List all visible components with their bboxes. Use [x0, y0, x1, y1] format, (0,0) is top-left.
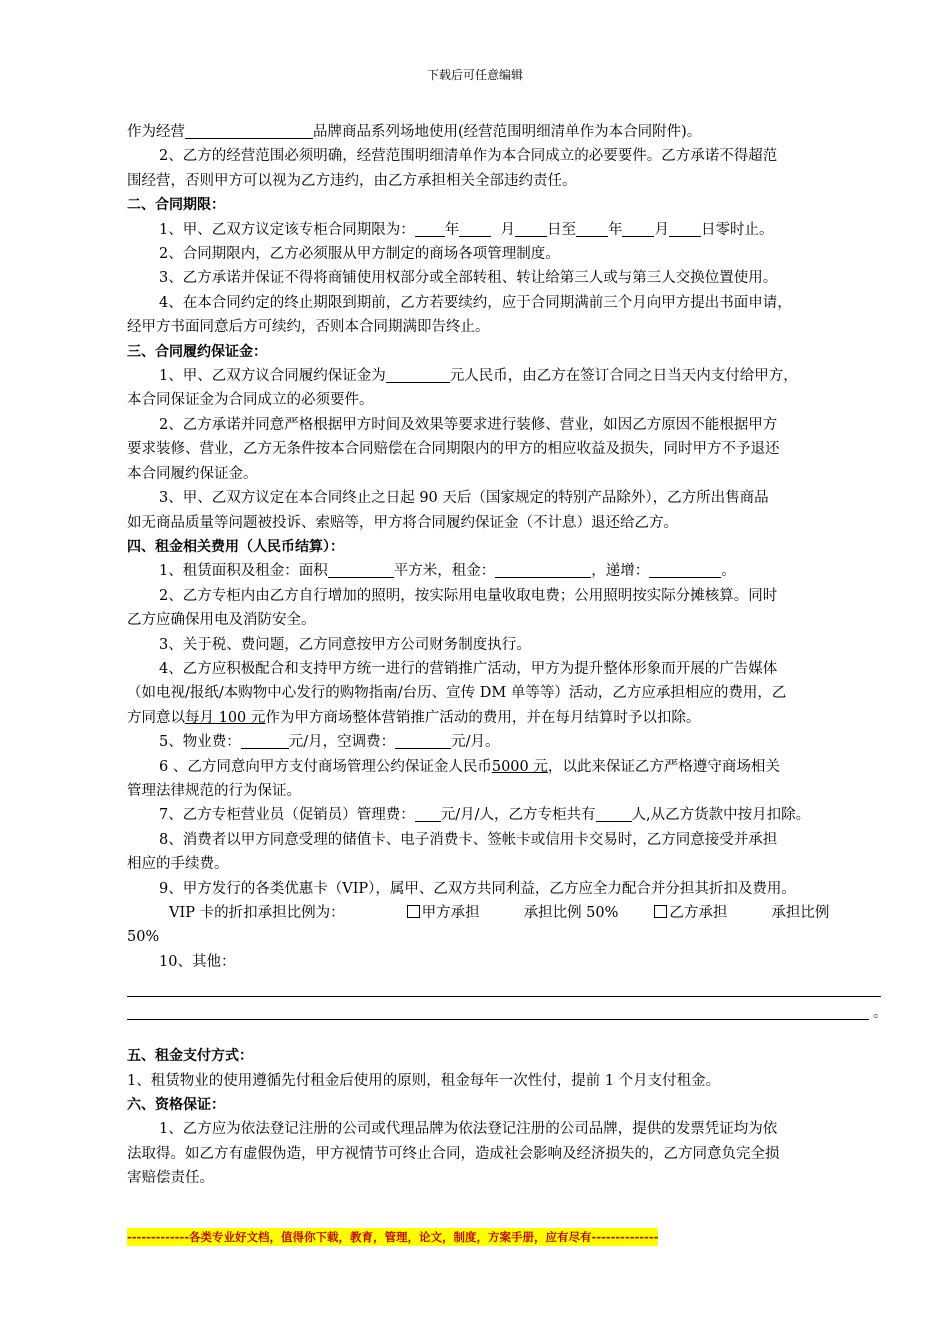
paragraph: 1、甲、乙双方议合同履约保证金为 元人民币，由乙方在签订合同之日当天内支付给甲方，: [159, 368, 798, 385]
paragraph: （如电视/报纸/本购物中心发行的购物指南/台历、宣传 DM 单等等）活动，乙方应承担相应的费用，乙: [127, 685, 787, 702]
paragraph: 7、乙方专柜营业员（促销员）管理费： 元/月/人，乙方专柜共有 人,从乙方货款中按月扣除。: [159, 807, 811, 824]
paragraph: 害赔偿责任。: [127, 1170, 214, 1187]
paragraph: 方同意以每月 100 元作为甲方商场整体营销推广活动的费用，并在每月结算时予以扣除。: [127, 709, 701, 726]
section-heading: 六、资格保证：: [127, 1097, 225, 1114]
paragraph: 1、租赁物业的使用遵循先付租金后使用的原则，租金每年一次性付，提前 1 个月支付租金。: [127, 1072, 721, 1089]
paragraph: 8、消费者以甲方同意受理的储值卡、电子消费卡、签帐卡或信用卡交易时，乙方同意接受并承担: [159, 831, 778, 848]
section-heading: 三、合同履约保证金：: [127, 343, 267, 360]
paragraph: 经甲方书面同意后方可续约，否则本合同期满即告终止。: [127, 319, 490, 336]
paragraph: 作为经营 品牌商品系列场地使用(经营范围明细清单作为本合同附件)。: [127, 124, 702, 140]
page-header: 下载后可任意编辑: [426, 68, 523, 82]
document-body: 作为经营 品牌商品系列场地使用(经营范围明细清单作为本合同附件)。 2、乙方的经营范围必须明确，经营范围明细清单作为本合同成立的必要要件。乙方承诺不得超范 围经营，否则甲方可以视为乙方违约，由乙方承担相关全部违约责任。 二、合同期限： 1、甲、乙双方议定该专柜合同期限为： 年 月 日至 年 月 日零时止。 2、合同期限内，乙方必须服从甲方制定的商场各项管理制度。 3、乙方承诺并保证不得将商铺使用权部分或全部转租、转让给第三人或与第三人交换位置使用。 4、在本合同约定的终止期限到期前，乙方若要续约，应于合同期满前三个月向甲方提出书面申请， 经甲方书面同意后方可续约，否则本合同期满即告终止。 三、合同履约保证金： 1、甲、乙双方议合同履约保证金为 元人民币，由乙方在签订合同之日当天内支付给甲方， 本合同保证金为合同成立的必须要件。 2、乙方承诺并同意严格根据甲方时间及效果等要求进行装修、营业，如因乙方原因不能根据甲方 要求装修、营业，乙方无条件按本合同赔偿在合同期限内的甲方的相应收益及损失，同时甲方不予退还 本合同履约保证金。 3、甲、乙双方议定在本合同终止之日起 90 天后（国家规定的特别产品除外），乙方所出售商品 如无商品质量等问题被投诉、索赔等，甲方将合同履约保证金（不计息）退还给乙方。 四、租金相关费用（人民币结算）： 1、租赁面积及租金：面积 平方米，租金： ，递增： 。 2、乙方专柜内由乙方自行增加的照明，按实际用电量收取电费；公用照明按实际分摊核算。同时 乙方应确保用电及消防安全。 3、关于税、费问题，乙方同意按甲方公司财务制度执行。 4、乙方应积极配合和支持甲方统一进行的营销推广活动，甲方为提升整体形象而开展的广告媒体 （如电视/报纸/本购物中心发行的购物指南/台历、宣传 DM 单等等）活动，乙方应承担相应的费用，乙 方同意以每月 100 元作为甲方商场整体营销推广活动的费用，并在每月结算时予以扣除。 5、物业费： 元/月，空调费： 元/月。 6 、乙方同意向甲方支付商场管理公约保证金人民币5000 元，以此来保证乙方严格遵守商场相关 管理法律规范的行为保证。 7、乙方专柜营业员（促销员）管理费： 元/月/人，乙方专柜共有 人,从乙方货款中按月扣除。 8、消费者以甲方同意受理的储值卡、电子消费卡、签帐卡或信用卡交易时，乙方同意接受并承担 相应的手续费。 9、甲方发行的各类优惠卡（VIP），属甲、乙双方共同利益，乙方应全力配合并分担其折扣及费用。 VIP 卡的折扣承担比例为： 甲方承担 承担比例 50% 乙方承担 承担比例 50% 10、其他： 。 五、租金支付方式： 1、租赁物业的使用遵循先付租金后使用的原则，租金每年一次性付，提前 1 个月支付租金。 六、资格保证： 1、乙方应为依法登记注册的公司或代理品牌为依法登记注册的公司品牌，提供的发票凭证均为依 法取得。如乙方有虚假伪造，甲方视情节可终止合同，造成社会影响及经济损失的，乙方同意负完全损 害赔偿责任。: [127, 120, 887, 1191]
paragraph: 相应的手续费。: [127, 856, 229, 873]
checkbox-party-a[interactable]: [407, 905, 420, 918]
paragraph: 50%: [127, 929, 160, 946]
checkbox-party-b[interactable]: [654, 905, 667, 918]
paragraph: 法取得。如乙方有虚假伪造，甲方视情节可终止合同，造成社会影响及经济损失的，乙方同意负完全损: [127, 1145, 780, 1162]
paragraph: 1、乙方应为依法登记注册的公司或代理品牌为依法登记注册的公司品牌，提供的发票凭证均为依: [159, 1121, 778, 1138]
section-heading: 二、合同期限：: [127, 197, 225, 214]
paragraph: 5、物业费： 元/月，空调费： 元/月。: [159, 734, 500, 751]
paragraph: 围经营，否则甲方可以视为乙方违约，由乙方承担相关全部违约责任。: [127, 172, 577, 189]
paragraph: 1、租赁面积及租金：面积 平方米，租金： ，递增： 。: [159, 563, 736, 580]
paragraph: 2、乙方专柜内由乙方自行增加的照明，按实际用电量收取电费；公用照明按实际分摊核算。同时: [159, 587, 778, 604]
paragraph: 3、乙方承诺并保证不得将商铺使用权部分或全部转租、转让给第三人或与第三人交换位置使用。: [159, 270, 778, 287]
paragraph: 3、甲、乙双方议定在本合同终止之日起 90 天后（国家规定的特别产品除外），乙方所出售商品: [159, 490, 769, 507]
paragraph: 9、甲方发行的各类优惠卡（VIP），属甲、乙双方共同利益，乙方应全力配合并分担其折扣及费用。: [159, 880, 796, 897]
section-heading: 四、租金相关费用（人民币结算）：: [127, 538, 344, 555]
paragraph: 3、关于税、费问题，乙方同意按甲方公司财务制度执行。: [159, 636, 531, 653]
paragraph: 2、合同期限内，乙方必须服从甲方制定的商场各项管理制度。: [159, 246, 560, 263]
paragraph: 如无商品质量等问题被投诉、索赔等，甲方将合同履约保证金（不计息）退还给乙方。: [127, 514, 678, 531]
paragraph: 乙方应确保用电及消防安全。: [127, 612, 316, 629]
paragraph: 2、乙方承诺并同意严格根据甲方时间及效果等要求进行装修、营业，如因乙方原因不能根据甲方: [159, 416, 778, 433]
paragraph: 4、乙方应积极配合和支持甲方统一进行的营销推广活动，甲方为提升整体形象而开展的广告媒体: [159, 660, 778, 677]
paragraph: 4、在本合同约定的终止期限到期前，乙方若要续约，应于合同期满前三个月向甲方提出书面申请，: [159, 294, 792, 311]
fill-line[interactable]: [127, 974, 881, 997]
footer-banner: -------------各类专业好文档，值得你下载，教育，管理，论文，制度，方案手册，应有尽有--------------: [127, 1230, 659, 1244]
fill-line[interactable]: [127, 997, 869, 1020]
paragraph: VIP 卡的折扣承担比例为： 甲方承担 承担比例 50% 乙方承担 承担比例: [169, 905, 830, 921]
paragraph: 本合同履约保证金。: [127, 465, 258, 482]
section-heading: 五、租金支付方式：: [127, 1048, 253, 1065]
paragraph: 6 、乙方同意向甲方支付商场管理公约保证金人民币5000 元，以此来保证乙方严格遵守商场相关: [159, 758, 780, 775]
paragraph: 本合同保证金为合同成立的必须要件。: [127, 392, 374, 409]
paragraph: 10、其他：: [159, 953, 236, 970]
paragraph: 2、乙方的经营范围必须明确，经营范围明细清单作为本合同成立的必要要件。乙方承诺不得超范: [159, 148, 778, 165]
paragraph: 1、甲、乙双方议定该专柜合同期限为： 年 月 日至 年 月 日零时止。: [159, 221, 774, 238]
paragraph: 管理法律规范的行为保证。: [127, 782, 301, 799]
blank-brand[interactable]: [185, 122, 313, 139]
paragraph: 要求装修、营业，乙方无条件按本合同赔偿在合同期限内的甲方的相应收益及损失，同时甲方不予退还: [127, 441, 780, 458]
